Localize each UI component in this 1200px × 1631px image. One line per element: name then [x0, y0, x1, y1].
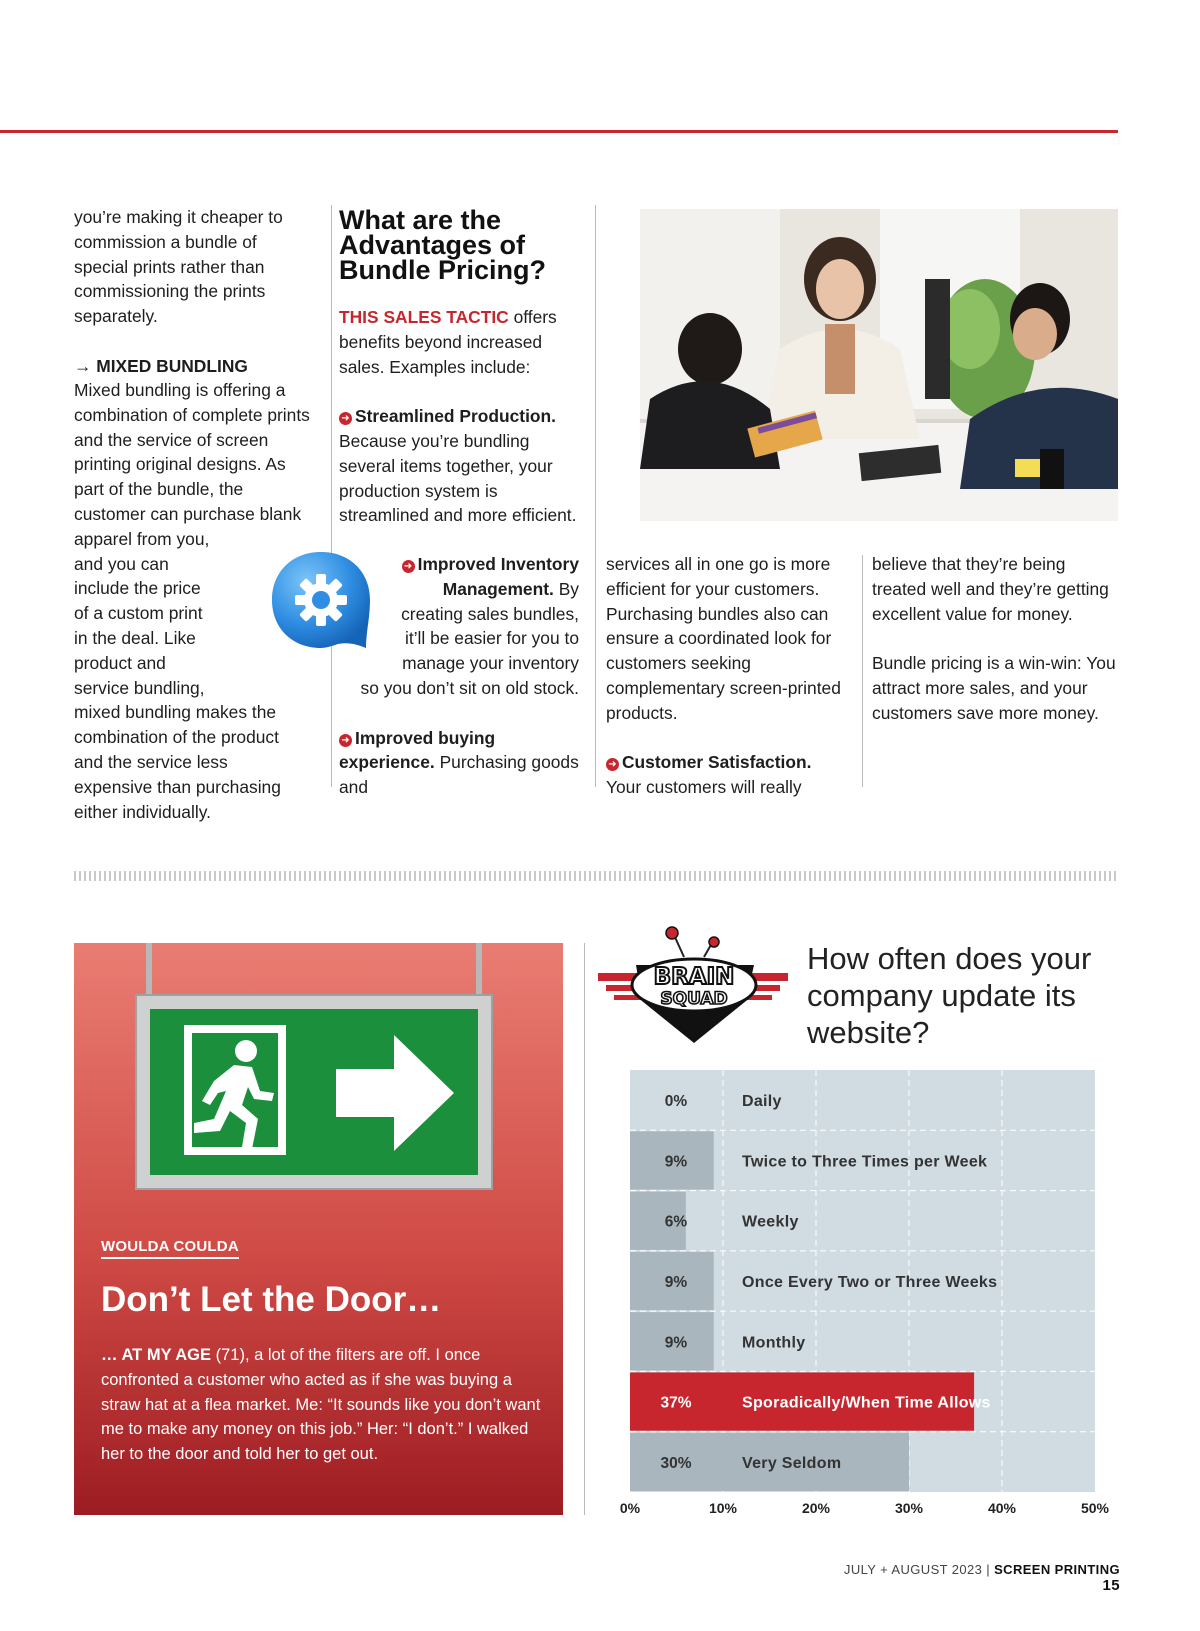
chart-value-label: 6%	[664, 1213, 688, 1231]
section-divider	[74, 871, 1119, 881]
footer-magazine: SCREEN PRINTING	[994, 1562, 1120, 1577]
panel-title: Don’t Let the Door…	[101, 1280, 442, 1319]
benefit-streamlined: ➜ Streamlined Production. Because you’re bundling several items together, your production system is streamlined and more efficient.	[339, 406, 577, 526]
benefit-buying: ➜ Improved buying experience. Purchasing goods and	[339, 727, 579, 798]
chart-x-tick: 0%	[619, 1500, 641, 1516]
intro-paragraph: THIS SALES TACTIC offers benefits beyond increased sales. Examples include:	[339, 307, 557, 377]
chart-value-label: 9%	[664, 1153, 688, 1171]
top-rule	[0, 130, 1118, 133]
column-divider	[584, 943, 585, 1515]
brain-squad-text-line1: BRAIN	[653, 964, 735, 990]
chart-x-tick: 40%	[987, 1500, 1017, 1516]
mixed-bundling-body: Mixed bundling is offering a combination of complete prints and the service of screen printing original designs. As part of the bundle, the customer can purchase blank apparel from you, and you can include the price of a custom print in the deal. Like product and service bundling, mixed bundling makes the combination of the product and the service less expensive than purchasing either individually.	[74, 380, 310, 822]
section-heading: What are the Advantages of Bundle Pricing?	[339, 205, 547, 285]
chart-x-axis	[605, 1500, 1125, 1522]
chart-question: How often does your company update its website?	[807, 941, 1092, 1050]
chart-category-label: Weekly	[742, 1213, 799, 1231]
arrow-circle-icon: ➜	[339, 412, 352, 425]
benefit-inventory: ➜ Improved Inventory Management. By creating sales bundles, it’ll be easier for you to manage your inventory so you don’t sit on old stock.	[360, 554, 579, 698]
chart-value-label: 9%	[664, 1334, 688, 1352]
brain-squad-logo	[596, 925, 792, 1047]
column-4	[872, 552, 1117, 726]
column-divider	[862, 555, 863, 787]
panel-kicker: WOULDA COULDA	[101, 1238, 239, 1259]
chart-x-tick: 20%	[801, 1500, 831, 1516]
arrow-circle-icon: ➜	[339, 734, 352, 747]
chart-category-label: Once Every Two or Three Weeks	[742, 1274, 998, 1291]
chart-x-tick: 30%	[894, 1500, 924, 1516]
column-1	[74, 205, 310, 379]
chart-x-tick: 50%	[1080, 1500, 1110, 1516]
col3-body: services all in one go is more efficient for your customers. Purchasing bundles also can ensure a coordinated look for customers seeking complementary screen-printed products.	[606, 554, 841, 723]
column-divider	[331, 205, 332, 787]
arrow-circle-icon: ➜	[606, 758, 619, 771]
woulda-coulda-panel	[74, 943, 563, 1515]
chart-x-tick: 10%	[708, 1500, 738, 1516]
chart-svg	[630, 1070, 1095, 1492]
chart-category-label: Daily	[742, 1093, 782, 1111]
footer-issue: JULY + AUGUST 2023 |	[843, 1562, 991, 1577]
page-footer	[820, 1562, 1120, 1594]
chart-value-label: 0%	[664, 1093, 688, 1111]
col2-lower	[339, 552, 579, 800]
chart-value-label: 37%	[660, 1394, 692, 1412]
survey-bar-chart	[630, 1070, 1095, 1492]
page-number: 15	[1102, 1577, 1120, 1594]
exit-sign-image	[74, 943, 563, 1203]
col1-intro: you’re making it cheaper to commission a bundle of special prints rather than commissioning the prints separately.	[74, 207, 283, 327]
column-divider	[595, 205, 596, 787]
arrow-circle-icon: ➜	[402, 560, 415, 573]
benefit-satisfaction: ➜ Customer Satisfaction. Your customers will really	[606, 752, 812, 798]
office-meeting-photo	[640, 209, 1118, 521]
chart-category-label: Twice to Three Times per Week	[742, 1153, 988, 1171]
col4-p1: believe that they’re being treated well and they’re getting excellent value for money.	[872, 554, 1109, 624]
chart-value-label: 9%	[664, 1274, 688, 1291]
mixed-bundling-heading: → MIXED BUNDLING	[74, 355, 248, 376]
col4-p2: Bundle pricing is a win-win: You attract more sales, and your customers save more money.	[872, 653, 1116, 723]
chart-value-label: 30%	[660, 1454, 692, 1472]
chart-category-label: Sporadically/When Time Allows	[742, 1394, 991, 1412]
chart-category-label: Monthly	[742, 1334, 806, 1352]
panel-body: … AT MY AGE (71), a lot of the filters are off. I once confronted a customer who acted as if she was buying a straw hat at a flea market. Me: “It sounds like you don’t want me to make any money on this job.” Her: “I don’t.” I walked her to the door and told her to get out.	[101, 1346, 541, 1464]
column-2	[339, 205, 579, 528]
brain-squad-text-line2: SQUAD	[660, 989, 728, 1009]
column-3	[606, 552, 846, 800]
chart-category-label: Very Seldom	[742, 1454, 842, 1472]
